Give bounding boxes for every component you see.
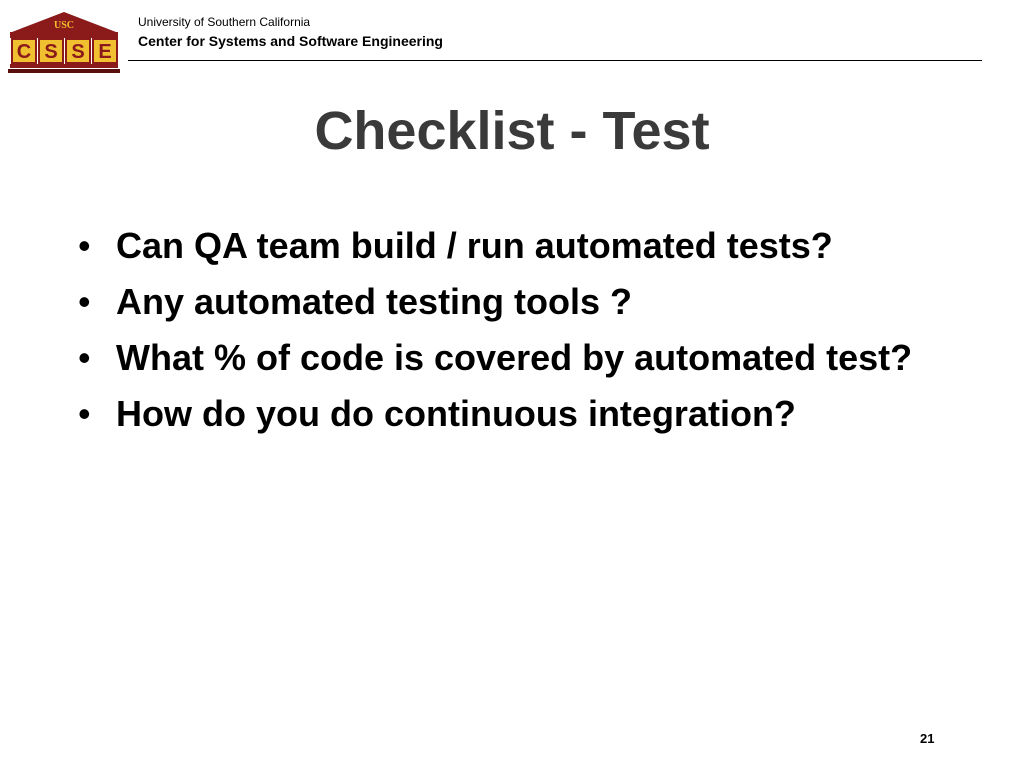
- bullet-dot: •: [78, 225, 91, 266]
- usc-csse-building-logo: [8, 10, 120, 74]
- bullet-dot: •: [78, 393, 91, 434]
- logo-letter: S: [44, 41, 58, 63]
- center-name: Center for Systems and Software Engineering: [138, 33, 443, 49]
- university-name: University of Southern California: [138, 15, 311, 29]
- bullet-item: [72, 278, 952, 326]
- logo-letter: S: [71, 41, 85, 63]
- logo-letter: C: [16, 41, 32, 63]
- logo-letter-panels: [12, 39, 117, 63]
- organization-header: [138, 14, 443, 52]
- bullet-text: Can QA team build / run automated tests?: [116, 225, 833, 266]
- bullet-text: What % of code is covered by automated test?: [116, 337, 913, 378]
- bullet-item: [72, 334, 952, 382]
- logo-usc-text: USC: [53, 20, 75, 31]
- bullet-dot: •: [78, 337, 91, 378]
- logo-base-step: [8, 69, 120, 73]
- logo-letter: E: [98, 41, 112, 63]
- csse-logo: [8, 10, 120, 74]
- bullet-item: [72, 390, 952, 438]
- bullet-text: How do you do continuous integration?: [116, 393, 796, 434]
- page-number: 21: [920, 731, 935, 746]
- bullet-dot: •: [78, 281, 91, 322]
- logo-entablature: [10, 32, 118, 38]
- logo-base: [10, 64, 118, 68]
- bullet-list: [72, 222, 952, 446]
- bullet-text: Any automated testing tools ?: [116, 281, 633, 322]
- header-divider: [128, 60, 982, 61]
- slide-title: Checklist - Test: [314, 101, 710, 161]
- bullet-item: [72, 222, 952, 270]
